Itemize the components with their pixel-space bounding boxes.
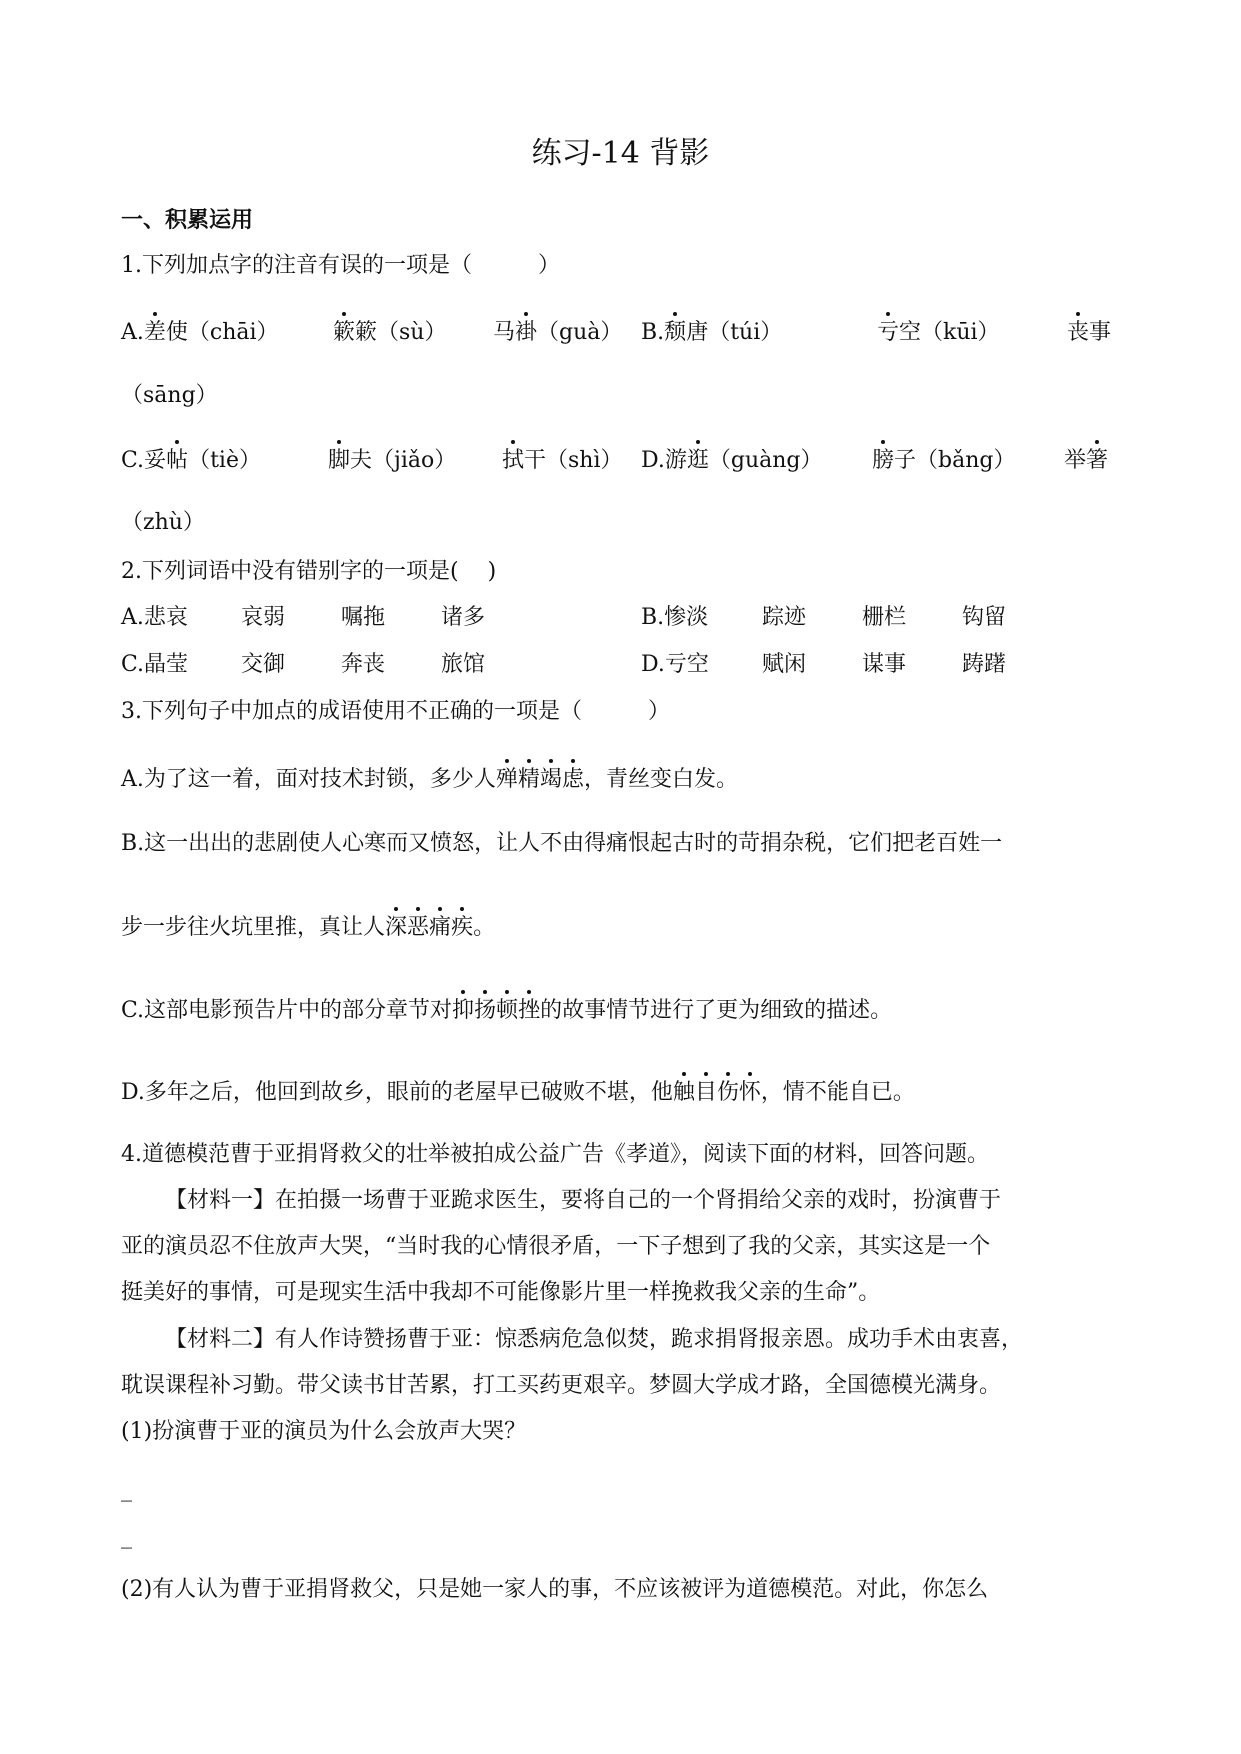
emphasis-dot-char: 拭 xyxy=(502,446,524,476)
q1-option-a2: 簌簌（sù） xyxy=(333,318,446,348)
q1-option-c1: C.妥帖（tiè） xyxy=(121,446,261,476)
page-title: 练习-14 背影 xyxy=(531,136,710,171)
emphasis-dot-char: 差 xyxy=(144,318,166,348)
emphasis-dot-char: 脚 xyxy=(328,446,350,476)
material-one-line: 亚的演员忍不住放声大哭，“当时我的心情很矛盾，一下子想到了我的父亲，其实这是一个 xyxy=(121,1234,991,1259)
emphasis-dot-char: 顿 xyxy=(496,996,518,1026)
q2-stem: 2.下列词语中没有错别字的一项是( ) xyxy=(121,559,497,584)
q4-sub-question-1: (1)扮演曹于亚的演员为什么会放声大哭？ xyxy=(121,1419,527,1444)
q1-option-a3: 马褂（guà） xyxy=(493,318,622,348)
answer-blank: _ xyxy=(121,1524,132,1549)
q2-a-word: A.悲哀 xyxy=(121,605,188,630)
emphasis-dot-char: 箸 xyxy=(1086,446,1108,476)
emphasis-dot-char: 膀 xyxy=(872,446,894,476)
emphasis-dot-char: 痛 xyxy=(429,913,451,943)
q3-option-d: D.多年之后，他回到故乡，眼前的老屋早已破败不堪，他触目伤怀，情不能自已。 xyxy=(121,1078,915,1108)
material-one-line: 挺美好的事情，可是现实生活中我却不可能像影片里一样挽救我父亲的生命”。 xyxy=(121,1280,881,1305)
emphasis-dot-char: 逛 xyxy=(687,446,709,476)
q3-option-b-line1: B.这一出出的悲剧使人心寒而又愤怒，让人不由得痛恨起古时的苛捐杂税，它们把老百姓一 xyxy=(121,831,1003,856)
q1-option-c2: 脚夫（jiǎo） xyxy=(328,446,456,476)
q1-option-d1: D.游逛（guàng） xyxy=(641,446,823,476)
emphasis-dot-char: 殚 xyxy=(496,765,518,795)
q2-c-word: 交御 xyxy=(241,652,286,677)
emphasis-dot-char: 深 xyxy=(385,913,407,943)
q2-c-word: 奔丧 xyxy=(341,652,386,677)
q3-option-a: A.为了这一着，面对技术封锁，多少人殚精竭虑，青丝变白发。 xyxy=(121,765,738,795)
q1-option-b3-cont: （sāng） xyxy=(121,383,218,408)
q1-option-b1: B.颓唐（túi） xyxy=(641,318,782,348)
material-two-line: 耽误课程补习勤。带父读书甘苦累，打工买药更艰辛。梦圆大学成才路，全国德模光满身。 xyxy=(121,1373,1002,1398)
q1-option-d2: 膀子（bǎng） xyxy=(872,446,1015,476)
emphasis-dot-char: 扬 xyxy=(474,996,496,1026)
q2-d-word: D.亏空 xyxy=(641,652,709,677)
q1-option-b3: 丧事 xyxy=(1067,318,1111,348)
q2-b-word: 钩留 xyxy=(962,605,1007,630)
emphasis-dot-char: 挫 xyxy=(518,996,540,1026)
q3-option-c: C.这部电影预告片中的部分章节对抑扬顿挫的故事情节进行了更为细致的描述。 xyxy=(121,996,892,1026)
q1-option-b2: 亏空（kūi） xyxy=(877,318,1000,348)
q2-d-word: 赋闲 xyxy=(762,652,807,677)
emphasis-dot-char: 虑 xyxy=(562,765,584,795)
material-two-line: 【材料二】有人作诗赞扬曹于亚：惊悉病危急似焚，跪求捐肾报亲恩。成功手术由衷喜， xyxy=(165,1327,1024,1352)
q2-a-word: 嘱拖 xyxy=(341,605,386,630)
emphasis-dot-char: 伤 xyxy=(717,1078,739,1108)
q2-b-word: B.惨淡 xyxy=(641,605,709,630)
q2-d-word: 踌躇 xyxy=(962,652,1007,677)
emphasis-dot-char: 怀 xyxy=(739,1078,761,1108)
q2-a-word: 哀弱 xyxy=(241,605,286,630)
q4-sub-question-2: (2)有人认为曹于亚捐肾救父，只是她一家人的事，不应该被评为道德模范。对此，你怎么 xyxy=(121,1577,989,1602)
emphasis-dot-char: 亏 xyxy=(877,318,899,348)
q2-d-word: 谋事 xyxy=(862,652,907,677)
emphasis-dot-char: 抑 xyxy=(452,996,474,1026)
q2-c-word: 旅馆 xyxy=(441,652,486,677)
q1-stem: 1.下列加点字的注音有误的一项是（ ） xyxy=(121,253,560,278)
emphasis-dot-char: 疾 xyxy=(451,913,473,943)
emphasis-dot-char: 恶 xyxy=(407,913,429,943)
q3-stem: 3.下列句子中加点的成语使用不正确的一项是（ ） xyxy=(121,699,670,724)
material-one-line: 【材料一】在拍摄一场曹于亚跪求医生，要将自己的一个肾捐给父亲的戏时，扮演曹于 xyxy=(165,1188,1002,1213)
emphasis-dot-char: 颓 xyxy=(664,318,686,348)
emphasis-dot-char: 触 xyxy=(673,1078,695,1108)
q1-option-a1: A.差使（chāi） xyxy=(121,318,279,348)
q2-b-word: 踪迹 xyxy=(762,605,807,630)
q2-b-word: 栅栏 xyxy=(862,605,907,630)
emphasis-dot-char: 丧 xyxy=(1067,318,1089,348)
emphasis-dot-char: 褂 xyxy=(515,318,537,348)
answer-blank: _ xyxy=(121,1477,132,1502)
q1-option-c3: 拭干（shì） xyxy=(502,446,623,476)
q2-c-word: C.晶莹 xyxy=(121,652,189,677)
emphasis-dot-char: 目 xyxy=(695,1078,717,1108)
emphasis-dot-char: 精 xyxy=(518,765,540,795)
emphasis-dot-char: 帖 xyxy=(166,446,188,476)
q3-option-b-line2: 步一步往火坑里推，真让人深恶痛疾。 xyxy=(121,913,495,943)
q1-option-d3: 举箸 xyxy=(1064,446,1108,476)
q1-option-d3-cont: （zhù） xyxy=(121,510,205,535)
q4-stem: 4.道德模范曹于亚捐肾救父的壮举被拍成公益广告《孝道》，阅读下面的材料，回答问题。 xyxy=(121,1142,989,1167)
emphasis-dot-char: 竭 xyxy=(540,765,562,795)
q2-a-word: 诸多 xyxy=(441,605,486,630)
section-heading: 一、积累运用 xyxy=(121,208,254,233)
emphasis-dot-char: 簌 xyxy=(333,318,355,348)
